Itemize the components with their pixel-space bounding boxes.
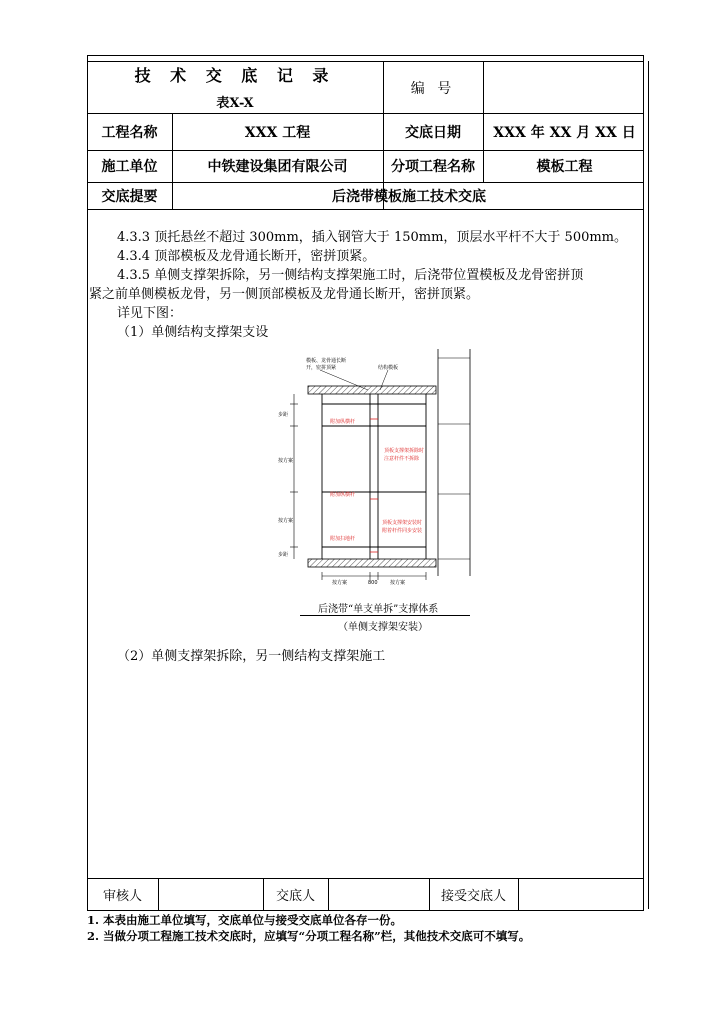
date-label: 交底日期 — [405, 124, 461, 141]
form-title: 技 术 交 底 记 录 — [134, 65, 336, 85]
label-note-1b: 注意杆件不拆除 — [384, 456, 420, 462]
section-2-heading: （2）单侧支撑架拆除，另一侧结构支撑架施工 — [117, 649, 386, 664]
note-1: 1. 本表由施工单位填写，交底单位与接受交底单位各存一份。 — [87, 913, 403, 927]
label-span-left: 按方案 — [332, 580, 348, 586]
label-step-mid-1: 按方案 — [278, 458, 294, 464]
figure-sub-caption: （单侧支撑架安装） — [338, 622, 428, 633]
label-add-rod-1: 附加纵横杆 — [330, 419, 356, 425]
summary-label: 交底提要 — [101, 188, 158, 205]
unit-label: 施工单位 — [101, 159, 158, 175]
project-name-label: 工程名称 — [101, 124, 158, 141]
label-step-top: 步距 — [278, 412, 289, 418]
receiver-label: 接受交底人 — [440, 888, 506, 904]
note-2: 2. 当做分项工程施工技术交底时，应填写“分项工程名称”栏，其他技术交底可不填写。 — [87, 929, 531, 943]
label-span-center: 800 — [368, 580, 378, 586]
summary-value[interactable]: 后浇带模板施工技术交底 — [332, 188, 486, 205]
content-line-5: 详见下图： — [117, 306, 183, 321]
label-formwork-top: 模板、龙骨通长断 — [306, 358, 347, 364]
form-subtitle: 表X-X — [216, 95, 254, 111]
sub-project-label: 分项工程名称 — [391, 159, 475, 175]
label-span-right: 按方案 — [390, 580, 406, 586]
discloser-value[interactable] — [328, 878, 429, 910]
reviewer-value[interactable] — [158, 878, 263, 910]
label-note-2b: 附着杆件同步安装 — [382, 528, 423, 534]
discloser-label: 交底人 — [275, 888, 315, 904]
label-add-rod-2: 附加纵横杆 — [330, 492, 356, 498]
label-step-bottom: 步距 — [278, 552, 289, 558]
section-1-heading: （1）单侧结构支撑架支设 — [117, 325, 269, 340]
project-name-value[interactable]: XXX 工程 — [244, 124, 311, 141]
reviewer-label: 审核人 — [102, 888, 142, 904]
content-line-4: 紧之前单侧模板龙骨，另一侧顶部模板及龙骨通长断开，密拼顶紧。 — [89, 287, 480, 302]
label-add-rod-3: 附加扫地杆 — [330, 536, 356, 542]
bottom-slab — [308, 559, 436, 567]
sub-project-value[interactable]: 模板工程 — [536, 159, 593, 175]
label-structure-formwork: 结构模板 — [378, 365, 399, 371]
content-line-2: 4.3.4 顶部模板及龙骨通长断开，密拼顶紧。 — [117, 249, 376, 264]
caption-rule — [300, 615, 470, 616]
label-step-mid-2: 按方案 — [278, 518, 294, 524]
label-note-1a: 顶板支撑架拆除时 — [384, 448, 425, 454]
unit-value[interactable]: 中铁建设集团有限公司 — [207, 159, 348, 175]
number-label: 编 号 — [410, 80, 456, 97]
content-line-1: 4.3.3 顶托悬丝不超过 300mm，插入钢管大于 150mm，顶层水平杆不大于 500mm。 — [117, 230, 628, 245]
row-line — [87, 209, 644, 210]
receiver-value[interactable] — [518, 878, 646, 910]
support-system-diagram — [272, 344, 482, 589]
content-line-3: 4.3.5 单侧支撑架拆除，另一侧结构支撑架施工时，后浇带位置模板及龙骨密拼顶 — [117, 268, 584, 283]
right-rule — [648, 61, 649, 909]
figure-caption: 后浇带“单支单拆”支撑体系 — [318, 604, 439, 615]
label-formwork-top-2: 开，密拼顶紧 — [306, 365, 337, 371]
date-value[interactable]: XXX 年 XX 月 XX 日 — [493, 124, 636, 141]
top-slab — [308, 386, 436, 394]
number-value[interactable] — [483, 62, 646, 113]
label-note-2a: 顶板支撑架安装时 — [382, 520, 423, 526]
